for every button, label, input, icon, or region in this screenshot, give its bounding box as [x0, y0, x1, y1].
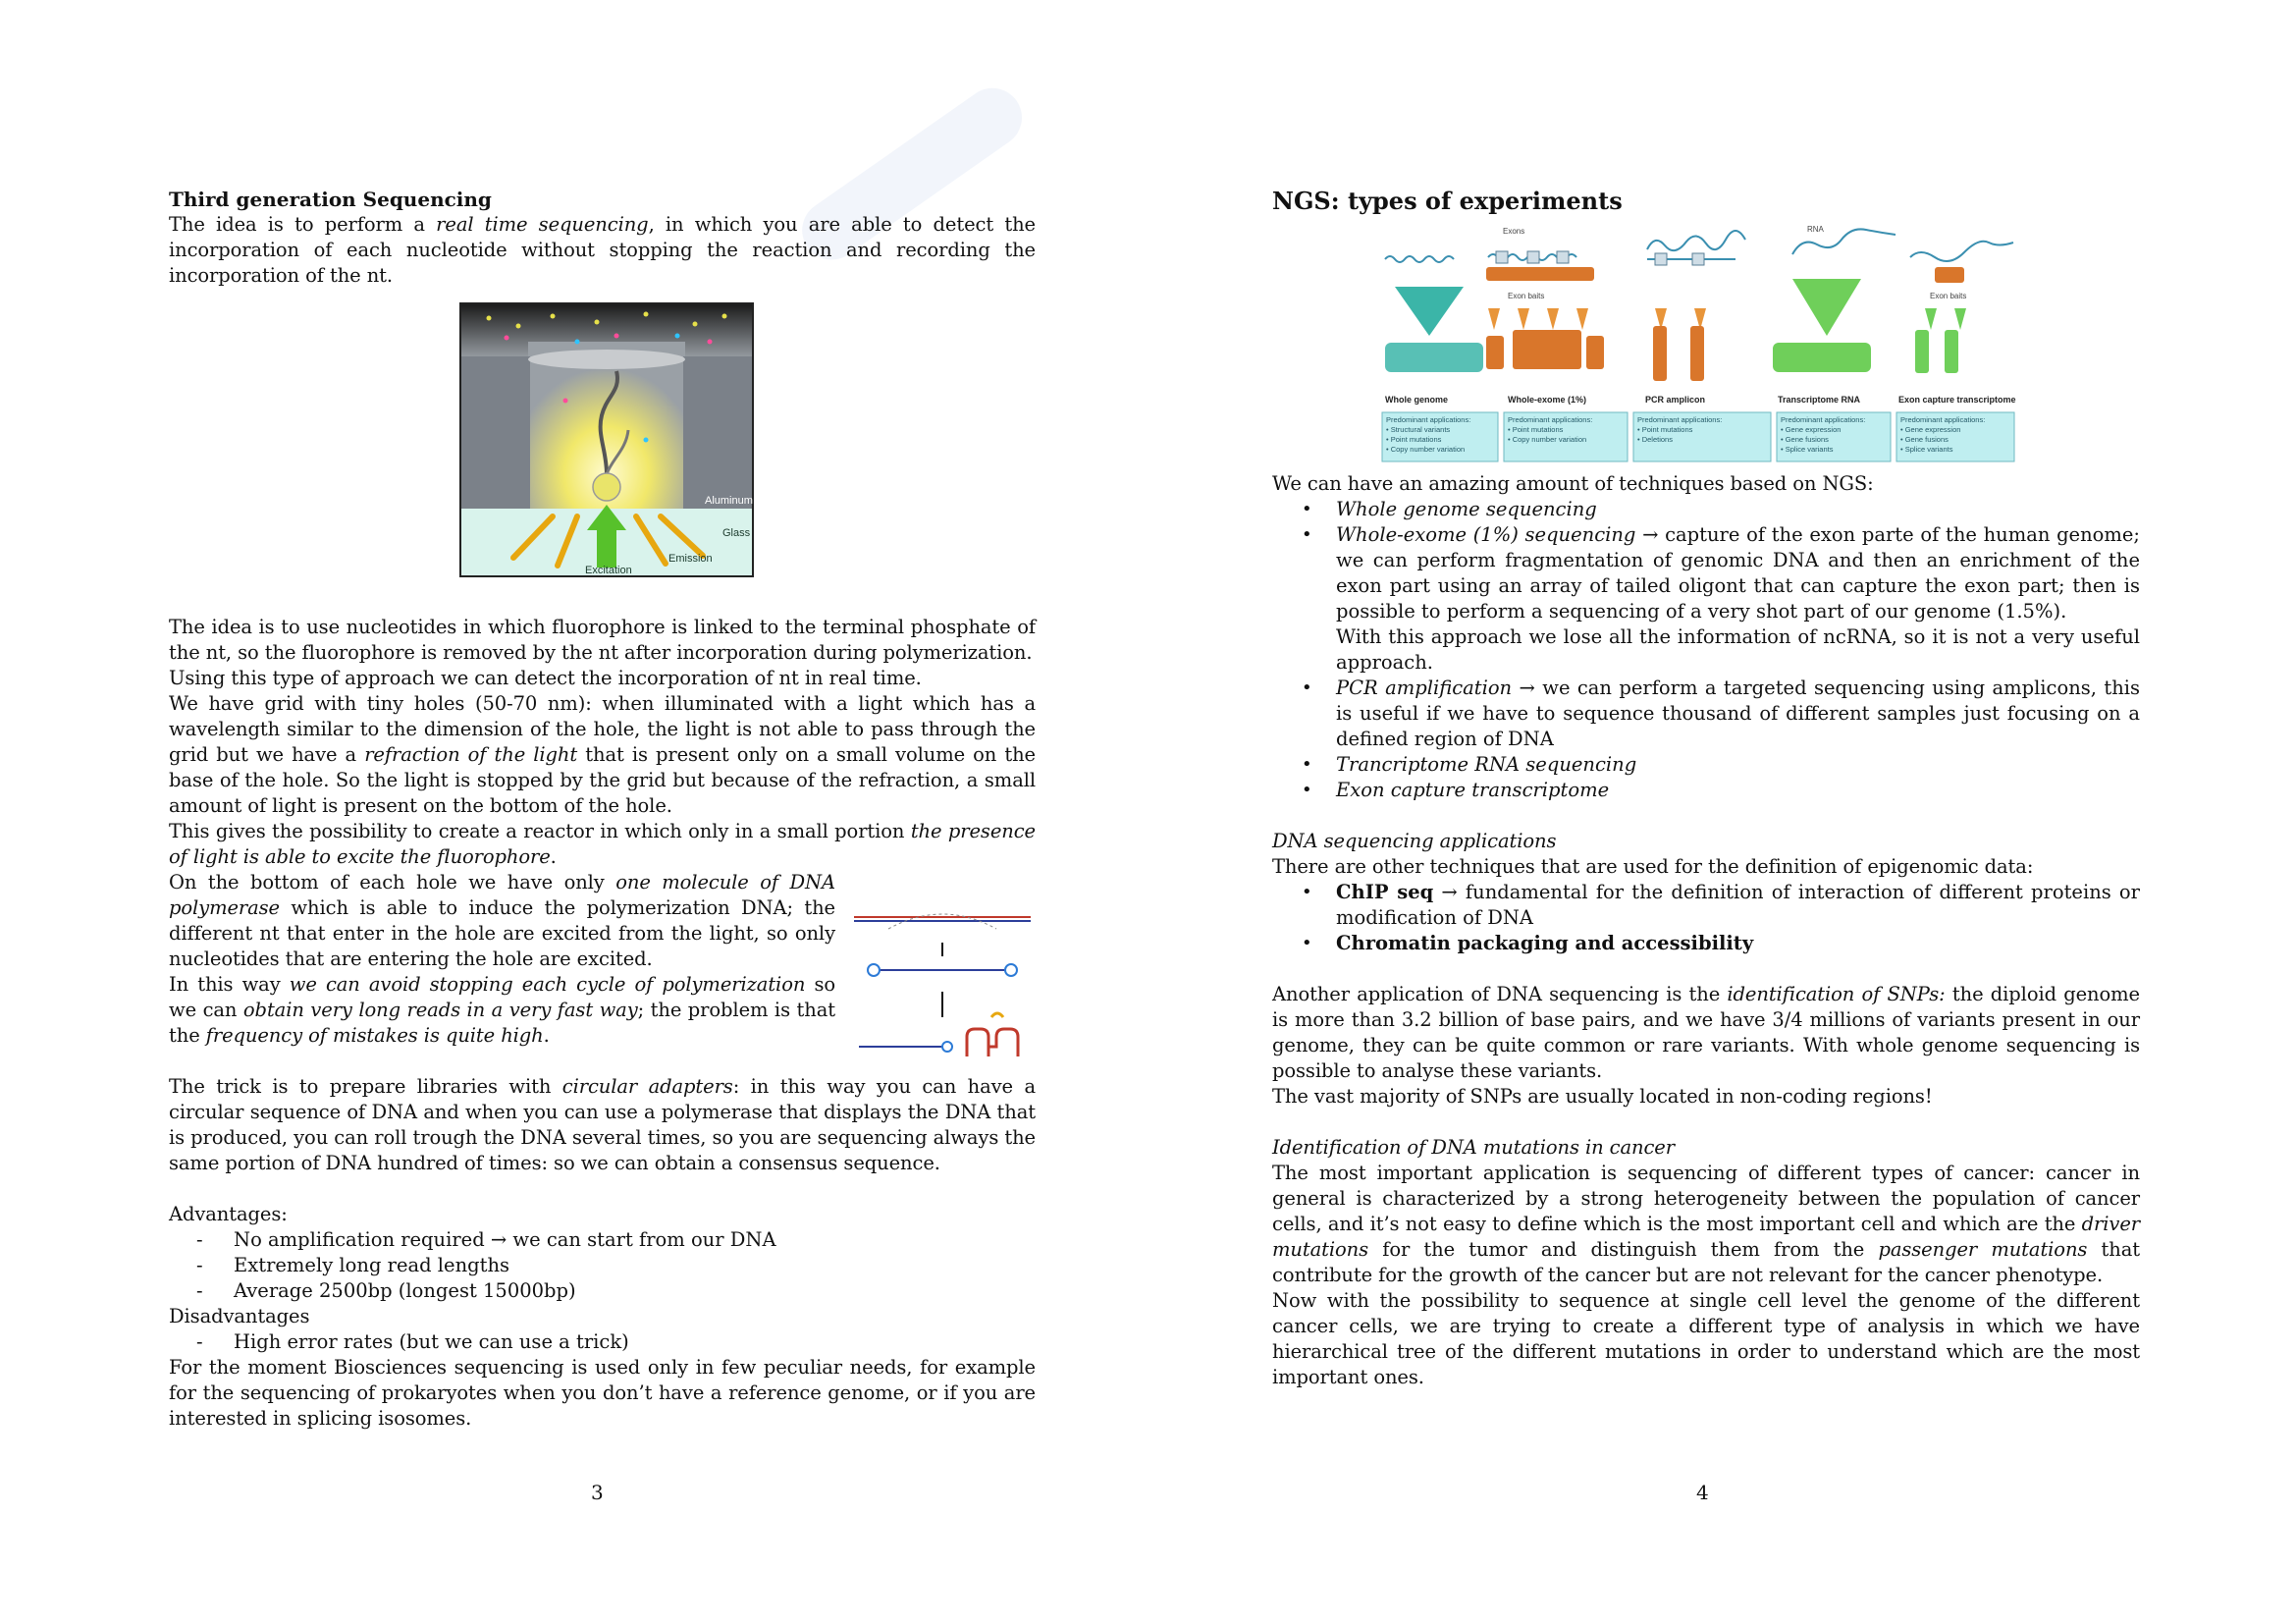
section-title: Third generation Sequencing	[169, 188, 492, 211]
page-right	[1148, 0, 2296, 1624]
box-line: • Copy number variation	[1386, 445, 1466, 454]
box-header: Predominant applications:	[1508, 415, 1593, 424]
list-item: - No amplification required → we can start from our DNA	[196, 1227, 1036, 1253]
list-item: • Whole genome sequencing	[1302, 497, 2140, 522]
list-item: • Chromatin packaging and accessibility	[1302, 931, 2140, 956]
polymerase-section	[169, 870, 1036, 1176]
subheading-applications: DNA sequencing applications	[1272, 830, 1557, 852]
subheading-cancer: Identification of DNA mutations in cancer	[1272, 1136, 1675, 1159]
list-item: - High error rates (but we can use a trick)	[196, 1329, 1036, 1355]
column-label: PCR amplicon	[1645, 395, 1706, 405]
label-excitation: Excitation	[585, 565, 632, 576]
disadvantages-list	[169, 1329, 1036, 1355]
paragraph-techniques: We can have an amazing amount of techniques based on NGS:	[1272, 472, 1874, 495]
paragraph-snps: Another application of DNA sequencing is the identification of SNPs: the diploid genome is more than 3.2 billion of base pairs, and we have 3/4 millions of variants present in our genome, they can be quite common or rare variants. With whole genome sequencing is possible to analyse these variants.	[1272, 983, 2140, 1082]
section-title: NGS: types of experiments	[1272, 187, 1623, 215]
paragraph-grid: We have grid with tiny holes (50-70 nm): when illuminated with a light which has a wavelength similar to the dimension of the hole, the light is not able to pass through the grid but we have a refraction of the light that is present only on a small volume on the base of the hole. So the light is stopped by the grid but because of the refraction, a small amount of light is present on the bottom of the hole.	[169, 692, 1036, 817]
column-label: Transcriptome RNA	[1778, 395, 1861, 405]
left-column	[169, 187, 1036, 1432]
box-line: • Gene fusions	[1900, 435, 1949, 444]
label-rna: RNA	[1807, 225, 1824, 234]
paragraph-epigenomic: There are other techniques that are used for the definition of epigenomic data:	[1272, 855, 2034, 878]
paragraph-cancer: The most important application is sequencing of different types of cancer: cancer in general is characterized by a strong heterogeneity between the population of cancer cells, and it’s not easy to define which is the most important cell and which are the driver mutations for the tumor and distinguish them from the passenger mutations that contribute for the growth of the cancer but are not relevant for the cancer phenotype.	[1272, 1162, 2140, 1286]
figure-ngs-types	[1272, 220, 2140, 471]
column-label: Whole-exome (1%)	[1508, 395, 1587, 405]
box-header: Predominant applications:	[1781, 415, 1866, 424]
advantages-label: Advantages:	[169, 1203, 288, 1225]
list-item: - Average 2500bp (longest 15000bp)	[196, 1278, 1036, 1304]
list-item: • Trancriptome RNA sequencing	[1302, 752, 2140, 778]
page-number: 4	[1696, 1481, 1709, 1504]
box-line: • Point mutations	[1637, 425, 1693, 434]
advantages-list	[169, 1227, 1036, 1304]
paragraph-reactor: This gives the possibility to create a reactor in which only in a small portion the presence of light is able to excite the fluorophore.	[169, 820, 1036, 868]
list-item: • ChIP seq → fundamental for the definition of interaction of different proteins or modification of DNA	[1302, 880, 2140, 931]
list-item: • Exon capture transcriptome	[1302, 778, 2140, 803]
box-header: Predominant applications:	[1900, 415, 1986, 424]
figure-zmw	[169, 302, 1036, 601]
techniques-list	[1272, 497, 2140, 803]
box-line: • Splice variants	[1781, 445, 1834, 454]
intro-paragraph: The idea is to perform a real time sequencing, in which you are able to detect the incorporation of each nucleotide without stopping the reaction and recording the incorporation of the nt.	[169, 213, 1036, 287]
box-line: • Point mutations	[1508, 425, 1564, 434]
paragraph-real-time: Using this type of approach we can detect the incorporation of nt in real time.	[169, 667, 922, 689]
disadvantages-label: Disadvantages	[169, 1305, 310, 1327]
box-line: • Gene expression	[1900, 425, 1961, 434]
ngs-types-diagram	[1380, 220, 2028, 467]
list-item: • Whole-exome (1%) sequencing → capture of the exon parte of the human genome; we can perform fragmentation of genomic DNA and then an enrichment of the exon part using an array of tailed oligont that can capture the exon part; then is possible to perform a sequencing of a very shot part of our genome (1.5%). With this approach we lose all the information of ncRNA, so it is not a very useful approach.	[1302, 522, 2140, 676]
box-line: • Deletions	[1637, 435, 1673, 444]
circular-adapter-diagram	[849, 899, 1036, 1066]
label-exon-baits: Exon baits	[1930, 292, 1967, 300]
paragraph-circular-adapters: The trick is to prepare libraries with circular adapters: in this way you can have a circular sequence of DNA and when you can use a polymerase that displays the DNA that is produced, you can roll trough the DNA several times, so you are sequencing always the same portion of DNA hundred of times: so we can obtain a consensus sequence.	[169, 1075, 1036, 1174]
box-header: Predominant applications:	[1386, 415, 1471, 424]
paragraph-biosciences: For the moment Biosciences sequencing is used only in few peculiar needs, for example for the sequencing of prokaryotes when you don’t have a reference genome, or if you are interested in splicing isosomes.	[169, 1356, 1036, 1430]
box-line: • Splice variants	[1900, 445, 1953, 454]
label-aluminum: Aluminum	[705, 495, 753, 507]
list-item: • PCR amplification → we can perform a targeted sequencing using amplicons, this is useful if we have to sequence thousand of different samples just focusing on a defined region of DNA	[1302, 676, 2140, 752]
box-line: • Point mutations	[1386, 435, 1442, 444]
column-label: Whole genome	[1385, 395, 1449, 405]
epigenomic-list	[1272, 880, 2140, 956]
paragraph-long-reads: In this way we can avoid stopping each cycle of polymerization so we can obtain very long reads in a very fast way; the problem is that the frequency of mistakes is quite high.	[169, 973, 835, 1047]
paragraph-fluorophore: The idea is to use nucleotides in which fluorophore is linked to the terminal phosphate of the nt, so the fluorophore is removed by the nt after incorporation during polymerization.	[169, 616, 1036, 664]
label-exon-baits: Exon baits	[1508, 292, 1545, 300]
column-label: Exon capture transcriptome	[1898, 395, 2016, 405]
label-emission: Emission	[668, 553, 713, 565]
zmw-illustration	[459, 302, 754, 577]
paragraph-snps-noncoding: The vast majority of SNPs are usually located in non-coding regions!	[1272, 1085, 1933, 1108]
paragraph-polymerase: On the bottom of each hole we have only one molecule of DNA polymerase which is able to induce the polymerization DNA; the different nt that enter in the hole are excited from the light, so only nucleotides that are entering the hole are excited.	[169, 871, 835, 970]
label-exons: Exons	[1503, 227, 1525, 236]
box-line: • Structural variants	[1386, 425, 1451, 434]
box-line: • Gene fusions	[1781, 435, 1829, 444]
page-number: 3	[591, 1481, 604, 1504]
box-line: • Gene expression	[1781, 425, 1842, 434]
right-column	[1272, 187, 2140, 1390]
box-header: Predominant applications:	[1637, 415, 1723, 424]
box-line: • Copy number variation	[1508, 435, 1587, 444]
paragraph-single-cell: Now with the possibility to sequence at single cell level the genome of the different cancer cells, we are trying to create a different type of analysis in which we have hierarchical tree of the different mutations in order to understand which are the most important ones.	[1272, 1289, 2140, 1388]
list-item: - Extremely long read lengths	[196, 1253, 1036, 1278]
label-glass: Glass	[722, 527, 751, 539]
